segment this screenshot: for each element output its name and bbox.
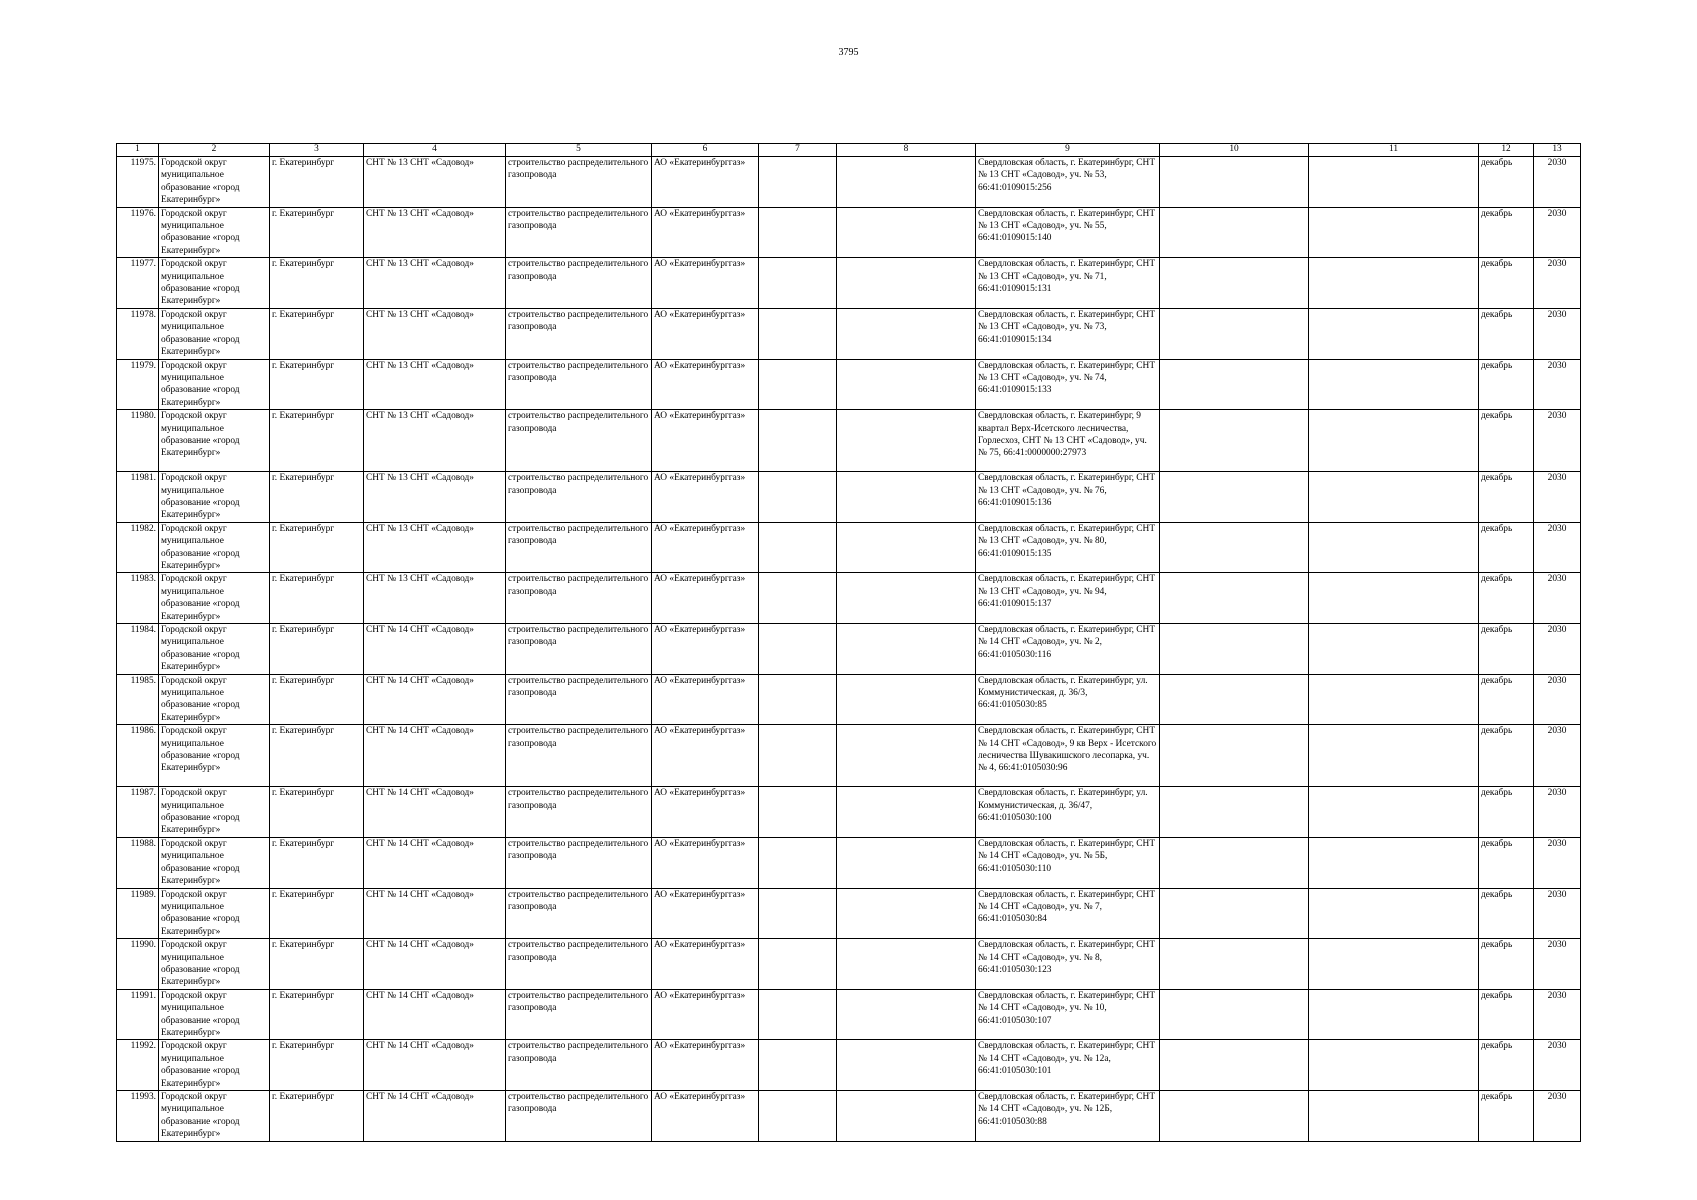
object-cell: СНТ № 14 СНТ «Садовод»	[364, 725, 506, 787]
address-cell: Свердловская область, г. Екатеринбург, ул. Коммунистическая, д. 36/3, 66:41:0105030:85	[976, 674, 1160, 725]
organization-cell: АО «Екатеринбурггаз»	[652, 207, 759, 258]
row-number-cell: 11978.	[117, 308, 159, 359]
table-row	[117, 725, 1581, 787]
row-number-cell: 11986.	[117, 725, 159, 787]
object-cell: СНТ № 13 СНТ «Садовод»	[364, 207, 506, 258]
address-cell: Свердловская область, г. Екатеринбург, СНТ № 13 СНТ «Садовод», уч. № 74, 66:41:0109015:133	[976, 359, 1160, 410]
column-11-cell	[1309, 837, 1479, 888]
table-body	[117, 157, 1581, 1142]
object-cell: СНТ № 13 СНТ «Садовод»	[364, 410, 506, 472]
year-cell: 2030	[1534, 157, 1581, 208]
column-11-cell	[1309, 573, 1479, 624]
column-11-cell	[1309, 989, 1479, 1040]
settlement-cell: г. Екатеринбург	[270, 472, 364, 523]
municipality-cell: Городской округ муниципальное образование «город Екатеринбург»	[159, 624, 270, 675]
object-cell: СНТ № 14 СНТ «Садовод»	[364, 674, 506, 725]
column-8-cell	[837, 573, 976, 624]
object-cell: СНТ № 14 СНТ «Садовод»	[364, 1040, 506, 1091]
organization-cell: АО «Екатеринбурггаз»	[652, 157, 759, 208]
municipality-cell: Городской округ муниципальное образование «город Екатеринбург»	[159, 207, 270, 258]
column-8-cell	[837, 1091, 976, 1142]
table-row	[117, 939, 1581, 990]
month-cell: декабрь	[1479, 522, 1534, 573]
year-cell: 2030	[1534, 939, 1581, 990]
column-11-cell	[1309, 939, 1479, 990]
settlement-cell: г. Екатеринбург	[270, 787, 364, 838]
table-row	[117, 258, 1581, 309]
year-cell: 2030	[1534, 472, 1581, 523]
settlement-cell: г. Екатеринбург	[270, 624, 364, 675]
municipality-cell: Городской округ муниципальное образование «город Екатеринбург»	[159, 888, 270, 939]
work-type-cell: строительство распределительного газопровода	[506, 522, 652, 573]
column-10-cell	[1160, 674, 1309, 725]
work-type-cell: строительство распределительного газопровода	[506, 573, 652, 624]
municipality-cell: Городской округ муниципальное образование «город Екатеринбург»	[159, 472, 270, 523]
registry-table	[116, 143, 1581, 1142]
month-cell: декабрь	[1479, 939, 1534, 990]
table-row	[117, 624, 1581, 675]
column-11-cell	[1309, 624, 1479, 675]
row-number-cell: 11977.	[117, 258, 159, 309]
object-cell: СНТ № 14 СНТ «Садовод»	[364, 989, 506, 1040]
row-number-cell: 11990.	[117, 939, 159, 990]
municipality-cell: Городской округ муниципальное образование «город Екатеринбург»	[159, 989, 270, 1040]
organization-cell: АО «Екатеринбурггаз»	[652, 1040, 759, 1091]
organization-cell: АО «Екатеринбурггаз»	[652, 1091, 759, 1142]
column-10-cell	[1160, 522, 1309, 573]
settlement-cell: г. Екатеринбург	[270, 837, 364, 888]
work-type-cell: строительство распределительного газопровода	[506, 359, 652, 410]
work-type-cell: строительство распределительного газопровода	[506, 258, 652, 309]
settlement-cell: г. Екатеринбург	[270, 359, 364, 410]
address-cell: Свердловская область, г. Екатеринбург, СНТ № 14 СНТ «Садовод», 9 кв Верх - Исетского лесничества Шувакишского лесопарка, уч. № 4, 66:41:0105030:96	[976, 725, 1160, 787]
object-cell: СНТ № 13 СНТ «Садовод»	[364, 522, 506, 573]
address-cell: Свердловская область, г. Екатеринбург, СНТ № 14 СНТ «Садовод», уч. № 7, 66:41:0105030:84	[976, 888, 1160, 939]
row-number-cell: 11980.	[117, 410, 159, 472]
organization-cell: АО «Екатеринбурггаз»	[652, 308, 759, 359]
organization-cell: АО «Екатеринбурггаз»	[652, 888, 759, 939]
municipality-cell: Городской округ муниципальное образование «город Екатеринбург»	[159, 939, 270, 990]
column-10-cell	[1160, 1091, 1309, 1142]
municipality-cell: Городской округ муниципальное образование «город Екатеринбург»	[159, 258, 270, 309]
month-cell: декабрь	[1479, 308, 1534, 359]
column-8-cell	[837, 888, 976, 939]
settlement-cell: г. Екатеринбург	[270, 939, 364, 990]
column-8-cell	[837, 258, 976, 309]
column-11-cell	[1309, 308, 1479, 359]
object-cell: СНТ № 14 СНТ «Садовод»	[364, 624, 506, 675]
address-cell: Свердловская область, г. Екатеринбург, СНТ № 14 СНТ «Садовод», уч. № 5Б, 66:41:0105030:110	[976, 837, 1160, 888]
object-cell: СНТ № 14 СНТ «Садовод»	[364, 837, 506, 888]
municipality-cell: Городской округ муниципальное образование «город Екатеринбург»	[159, 787, 270, 838]
column-7-cell	[759, 624, 837, 675]
column-8-cell	[837, 674, 976, 725]
column-8-cell	[837, 410, 976, 472]
column-11-cell	[1309, 725, 1479, 787]
address-cell: Свердловская область, г. Екатеринбург, ул. Коммунистическая, д. 36/47, 66:41:0105030:100	[976, 787, 1160, 838]
settlement-cell: г. Екатеринбург	[270, 308, 364, 359]
column-header-4: 4	[364, 144, 506, 157]
address-cell: Свердловская область, г. Екатеринбург, СНТ № 14 СНТ «Садовод», уч. № 10, 66:41:0105030:107	[976, 989, 1160, 1040]
column-7-cell	[759, 725, 837, 787]
month-cell: декабрь	[1479, 1091, 1534, 1142]
work-type-cell: строительство распределительного газопровода	[506, 472, 652, 523]
organization-cell: АО «Екатеринбурггаз»	[652, 410, 759, 472]
column-8-cell	[837, 624, 976, 675]
table-row	[117, 674, 1581, 725]
column-7-cell	[759, 472, 837, 523]
object-cell: СНТ № 13 СНТ «Садовод»	[364, 573, 506, 624]
settlement-cell: г. Екатеринбург	[270, 207, 364, 258]
year-cell: 2030	[1534, 674, 1581, 725]
object-cell: СНТ № 14 СНТ «Садовод»	[364, 1091, 506, 1142]
object-cell: СНТ № 13 СНТ «Садовод»	[364, 359, 506, 410]
address-cell: Свердловская область, г. Екатеринбург, СНТ № 13 СНТ «Садовод», уч. № 53, 66:41:0109015:256	[976, 157, 1160, 208]
work-type-cell: строительство распределительного газопровода	[506, 157, 652, 208]
municipality-cell: Городской округ муниципальное образование «город Екатеринбург»	[159, 359, 270, 410]
year-cell: 2030	[1534, 410, 1581, 472]
work-type-cell: строительство распределительного газопровода	[506, 624, 652, 675]
table-row	[117, 1040, 1581, 1091]
column-7-cell	[759, 888, 837, 939]
municipality-cell: Городской округ муниципальное образование «город Екатеринбург»	[159, 837, 270, 888]
organization-cell: АО «Екатеринбурггаз»	[652, 258, 759, 309]
column-8-cell	[837, 359, 976, 410]
header-row	[117, 144, 1581, 157]
object-cell: СНТ № 13 СНТ «Садовод»	[364, 157, 506, 208]
month-cell: декабрь	[1479, 410, 1534, 472]
address-cell: Свердловская область, г. Екатеринбург, 9 квартал Верх-Исетского лесничества, Горлесхоз, СНТ № 13 СНТ «Садовод», уч. № 75, 66:41:0000000:27973	[976, 410, 1160, 472]
table-row	[117, 207, 1581, 258]
month-cell: декабрь	[1479, 157, 1534, 208]
column-8-cell	[837, 837, 976, 888]
column-8-cell	[837, 939, 976, 990]
row-number-cell: 11976.	[117, 207, 159, 258]
work-type-cell: строительство распределительного газопровода	[506, 939, 652, 990]
column-10-cell	[1160, 888, 1309, 939]
column-10-cell	[1160, 939, 1309, 990]
column-8-cell	[837, 1040, 976, 1091]
year-cell: 2030	[1534, 1091, 1581, 1142]
row-number-cell: 11979.	[117, 359, 159, 410]
column-10-cell	[1160, 472, 1309, 523]
column-11-cell	[1309, 359, 1479, 410]
column-7-cell	[759, 989, 837, 1040]
column-header-7: 7	[759, 144, 837, 157]
object-cell: СНТ № 14 СНТ «Садовод»	[364, 939, 506, 990]
column-7-cell	[759, 1091, 837, 1142]
column-8-cell	[837, 725, 976, 787]
column-10-cell	[1160, 1040, 1309, 1091]
work-type-cell: строительство распределительного газопровода	[506, 410, 652, 472]
settlement-cell: г. Екатеринбург	[270, 1091, 364, 1142]
work-type-cell: строительство распределительного газопровода	[506, 1091, 652, 1142]
year-cell: 2030	[1534, 787, 1581, 838]
column-header-12: 12	[1479, 144, 1534, 157]
municipality-cell: Городской округ муниципальное образование «город Екатеринбург»	[159, 410, 270, 472]
address-cell: Свердловская область, г. Екатеринбург, СНТ № 13 СНТ «Садовод», уч. № 71, 66:41:0109015:131	[976, 258, 1160, 309]
municipality-cell: Городской округ муниципальное образование «город Екатеринбург»	[159, 522, 270, 573]
organization-cell: АО «Екатеринбурггаз»	[652, 522, 759, 573]
row-number-cell: 11991.	[117, 989, 159, 1040]
month-cell: декабрь	[1479, 258, 1534, 309]
address-cell: Свердловская область, г. Екатеринбург, СНТ № 14 СНТ «Садовод», уч. № 12Б, 66:41:0105030:88	[976, 1091, 1160, 1142]
work-type-cell: строительство распределительного газопровода	[506, 888, 652, 939]
month-cell: декабрь	[1479, 207, 1534, 258]
column-7-cell	[759, 787, 837, 838]
settlement-cell: г. Екатеринбург	[270, 157, 364, 208]
address-cell: Свердловская область, г. Екатеринбург, СНТ № 13 СНТ «Садовод», уч. № 73, 66:41:0109015:134	[976, 308, 1160, 359]
column-10-cell	[1160, 624, 1309, 675]
column-11-cell	[1309, 522, 1479, 573]
table-row	[117, 1091, 1581, 1142]
column-10-cell	[1160, 573, 1309, 624]
month-cell: декабрь	[1479, 725, 1534, 787]
work-type-cell: строительство распределительного газопровода	[506, 725, 652, 787]
row-number-cell: 11993.	[117, 1091, 159, 1142]
column-7-cell	[759, 157, 837, 208]
column-7-cell	[759, 674, 837, 725]
column-header-8: 8	[837, 144, 976, 157]
table-row	[117, 410, 1581, 472]
year-cell: 2030	[1534, 1040, 1581, 1091]
work-type-cell: строительство распределительного газопровода	[506, 989, 652, 1040]
month-cell: декабрь	[1479, 573, 1534, 624]
address-cell: Свердловская область, г. Екатеринбург, СНТ № 13 СНТ «Садовод», уч. № 76, 66:41:0109015:136	[976, 472, 1160, 523]
settlement-cell: г. Екатеринбург	[270, 258, 364, 309]
object-cell: СНТ № 13 СНТ «Садовод»	[364, 308, 506, 359]
table-row	[117, 157, 1581, 208]
settlement-cell: г. Екатеринбург	[270, 674, 364, 725]
settlement-cell: г. Екатеринбург	[270, 888, 364, 939]
column-11-cell	[1309, 1040, 1479, 1091]
year-cell: 2030	[1534, 989, 1581, 1040]
column-header-13: 13	[1534, 144, 1581, 157]
month-cell: декабрь	[1479, 624, 1534, 675]
column-10-cell	[1160, 359, 1309, 410]
month-cell: декабрь	[1479, 674, 1534, 725]
settlement-cell: г. Екатеринбург	[270, 1040, 364, 1091]
column-8-cell	[837, 989, 976, 1040]
column-11-cell	[1309, 258, 1479, 309]
address-cell: Свердловская область, г. Екатеринбург, СНТ № 13 СНТ «Садовод», уч. № 80, 66:41:0109015:135	[976, 522, 1160, 573]
year-cell: 2030	[1534, 359, 1581, 410]
work-type-cell: строительство распределительного газопровода	[506, 1040, 652, 1091]
municipality-cell: Городской округ муниципальное образование «город Екатеринбург»	[159, 573, 270, 624]
month-cell: декабрь	[1479, 787, 1534, 838]
row-number-cell: 11988.	[117, 837, 159, 888]
column-10-cell	[1160, 837, 1309, 888]
column-header-9: 9	[976, 144, 1160, 157]
table-row	[117, 522, 1581, 573]
column-7-cell	[759, 258, 837, 309]
column-header-11: 11	[1309, 144, 1479, 157]
table-row	[117, 359, 1581, 410]
year-cell: 2030	[1534, 207, 1581, 258]
column-7-cell	[759, 1040, 837, 1091]
column-7-cell	[759, 573, 837, 624]
table-row	[117, 472, 1581, 523]
work-type-cell: строительство распределительного газопровода	[506, 207, 652, 258]
table-row	[117, 989, 1581, 1040]
municipality-cell: Городской округ муниципальное образование «город Екатеринбург»	[159, 674, 270, 725]
settlement-cell: г. Екатеринбург	[270, 410, 364, 472]
municipality-cell: Городской округ муниципальное образование «город Екатеринбург»	[159, 725, 270, 787]
column-7-cell	[759, 939, 837, 990]
column-7-cell	[759, 410, 837, 472]
row-number-cell: 11985.	[117, 674, 159, 725]
year-cell: 2030	[1534, 573, 1581, 624]
year-cell: 2030	[1534, 837, 1581, 888]
settlement-cell: г. Екатеринбург	[270, 522, 364, 573]
month-cell: декабрь	[1479, 888, 1534, 939]
column-10-cell	[1160, 308, 1309, 359]
column-10-cell	[1160, 410, 1309, 472]
column-7-cell	[759, 359, 837, 410]
table-header	[117, 144, 1581, 157]
year-cell: 2030	[1534, 308, 1581, 359]
row-number-cell: 11987.	[117, 787, 159, 838]
object-cell: СНТ № 13 СНТ «Садовод»	[364, 472, 506, 523]
column-7-cell	[759, 308, 837, 359]
year-cell: 2030	[1534, 624, 1581, 675]
municipality-cell: Городской округ муниципальное образование «город Екатеринбург»	[159, 157, 270, 208]
address-cell: Свердловская область, г. Екатеринбург, СНТ № 13 СНТ «Садовод», уч. № 94, 66:41:0109015:137	[976, 573, 1160, 624]
work-type-cell: строительство распределительного газопровода	[506, 787, 652, 838]
column-11-cell	[1309, 674, 1479, 725]
table-row	[117, 888, 1581, 939]
organization-cell: АО «Екатеринбурггаз»	[652, 624, 759, 675]
municipality-cell: Городской округ муниципальное образование «город Екатеринбург»	[159, 1040, 270, 1091]
column-11-cell	[1309, 888, 1479, 939]
settlement-cell: г. Екатеринбург	[270, 989, 364, 1040]
organization-cell: АО «Екатеринбурггаз»	[652, 725, 759, 787]
column-header-1: 1	[117, 144, 159, 157]
column-7-cell	[759, 837, 837, 888]
month-cell: декабрь	[1479, 989, 1534, 1040]
object-cell: СНТ № 14 СНТ «Садовод»	[364, 787, 506, 838]
row-number-cell: 11983.	[117, 573, 159, 624]
column-header-2: 2	[159, 144, 270, 157]
column-11-cell	[1309, 157, 1479, 208]
organization-cell: АО «Екатеринбурггаз»	[652, 674, 759, 725]
address-cell: Свердловская область, г. Екатеринбург, СНТ № 14 СНТ «Садовод», уч. № 2, 66:41:0105030:116	[976, 624, 1160, 675]
table-row	[117, 787, 1581, 838]
row-number-cell: 11981.	[117, 472, 159, 523]
column-8-cell	[837, 207, 976, 258]
page-number: 3795	[838, 47, 859, 58]
column-header-5: 5	[506, 144, 652, 157]
column-11-cell	[1309, 787, 1479, 838]
column-header-3: 3	[270, 144, 364, 157]
row-number-cell: 11992.	[117, 1040, 159, 1091]
work-type-cell: строительство распределительного газопровода	[506, 674, 652, 725]
month-cell: декабрь	[1479, 837, 1534, 888]
year-cell: 2030	[1534, 725, 1581, 787]
year-cell: 2030	[1534, 522, 1581, 573]
organization-cell: АО «Екатеринбурггаз»	[652, 472, 759, 523]
column-7-cell	[759, 522, 837, 573]
municipality-cell: Городской округ муниципальное образование «город Екатеринбург»	[159, 1091, 270, 1142]
organization-cell: АО «Екатеринбурггаз»	[652, 573, 759, 624]
row-number-cell: 11975.	[117, 157, 159, 208]
row-number-cell: 11984.	[117, 624, 159, 675]
organization-cell: АО «Екатеринбурггаз»	[652, 837, 759, 888]
column-11-cell	[1309, 410, 1479, 472]
table-row	[117, 837, 1581, 888]
organization-cell: АО «Екатеринбурггаз»	[652, 787, 759, 838]
table-row	[117, 573, 1581, 624]
work-type-cell: строительство распределительного газопровода	[506, 837, 652, 888]
organization-cell: АО «Екатеринбурггаз»	[652, 939, 759, 990]
column-11-cell	[1309, 1091, 1479, 1142]
address-cell: Свердловская область, г. Екатеринбург, СНТ № 13 СНТ «Садовод», уч. № 55, 66:41:0109015:140	[976, 207, 1160, 258]
year-cell: 2030	[1534, 258, 1581, 309]
month-cell: декабрь	[1479, 359, 1534, 410]
work-type-cell: строительство распределительного газопровода	[506, 308, 652, 359]
column-header-6: 6	[652, 144, 759, 157]
object-cell: СНТ № 13 СНТ «Садовод»	[364, 258, 506, 309]
row-number-cell: 11982.	[117, 522, 159, 573]
column-8-cell	[837, 472, 976, 523]
row-number-cell: 11989.	[117, 888, 159, 939]
settlement-cell: г. Екатеринбург	[270, 573, 364, 624]
column-8-cell	[837, 787, 976, 838]
object-cell: СНТ № 14 СНТ «Садовод»	[364, 888, 506, 939]
column-8-cell	[837, 308, 976, 359]
month-cell: декабрь	[1479, 472, 1534, 523]
column-10-cell	[1160, 157, 1309, 208]
column-10-cell	[1160, 258, 1309, 309]
address-cell: Свердловская область, г. Екатеринбург, СНТ № 14 СНТ «Садовод», уч. № 8, 66:41:0105030:123	[976, 939, 1160, 990]
municipality-cell: Городской округ муниципальное образование «город Екатеринбург»	[159, 308, 270, 359]
column-8-cell	[837, 157, 976, 208]
organization-cell: АО «Екатеринбурггаз»	[652, 989, 759, 1040]
column-10-cell	[1160, 207, 1309, 258]
column-7-cell	[759, 207, 837, 258]
organization-cell: АО «Екатеринбурггаз»	[652, 359, 759, 410]
month-cell: декабрь	[1479, 1040, 1534, 1091]
column-11-cell	[1309, 472, 1479, 523]
table-row	[117, 308, 1581, 359]
column-10-cell	[1160, 787, 1309, 838]
column-10-cell	[1160, 989, 1309, 1040]
settlement-cell: г. Екатеринбург	[270, 725, 364, 787]
year-cell: 2030	[1534, 888, 1581, 939]
column-8-cell	[837, 522, 976, 573]
column-10-cell	[1160, 725, 1309, 787]
column-header-10: 10	[1160, 144, 1309, 157]
column-11-cell	[1309, 207, 1479, 258]
address-cell: Свердловская область, г. Екатеринбург, СНТ № 14 СНТ «Садовод», уч. № 12а, 66:41:0105030:101	[976, 1040, 1160, 1091]
